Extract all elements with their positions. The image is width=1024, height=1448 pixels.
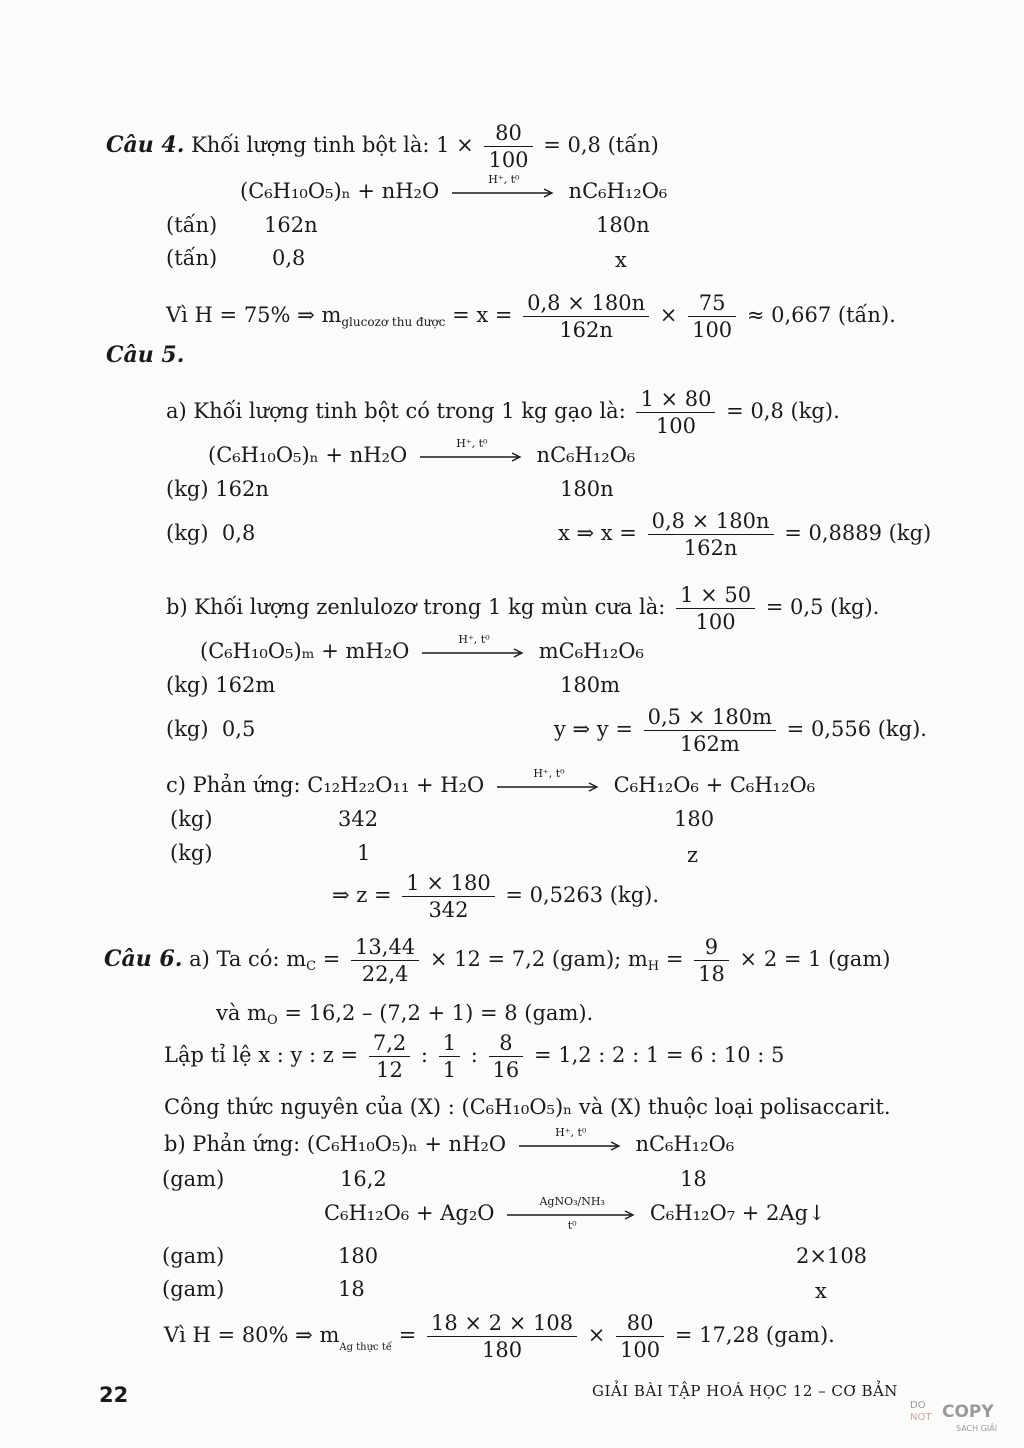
q6a-ratio-fraction-1: $\frac{7,2}{12}$	[369, 1030, 410, 1083]
q5c-fraction: $\frac{1 \times 180}{342}$	[402, 870, 494, 923]
q4-yield-line: Vì H = 75% ⇒ mglucozơ thu được = x = $\frac{0,8 \times 180n}{162n}$ × $\frac{75}{100}$ ≈ 0,667 (tấn).	[166, 291, 896, 342]
book-title: GIẢI BÀI TẬP HOÁ HỌC 12 – CƠ BẢN	[592, 1382, 898, 1400]
q5c-z-line: ⇒ z = $\frac{1 \times 180}{342}$ = 0,5263 (kg).	[332, 871, 660, 922]
q6b-yield-result: = 17,28 (gam).	[674, 1323, 835, 1347]
reaction-arrow: H⁺, t⁰	[420, 444, 524, 470]
q6b-equation: b) Phản ứng: (C₆H₁₀O₅)ₙ + nH₂O H⁺, t⁰ nC₆H₁₂O₆	[164, 1131, 734, 1159]
q4-line-1	[106, 120, 659, 173]
do-not-copy-watermark: DO NOT COPY SÁCH GIẢI	[910, 1400, 998, 1433]
q5c-r1-left: 342	[338, 807, 379, 831]
q4-eq-right: nC₆H₁₂O₆	[568, 179, 668, 203]
q5a-equation: (C₆H₁₀O₅)ₙ + nH₂O H⁺, t⁰ nC₆H₁₂O₆	[208, 442, 635, 470]
q4-r1-right: 180n	[596, 213, 650, 237]
q4-r2-right: x	[615, 248, 627, 272]
q5a-r1-right: 180n	[560, 477, 614, 501]
q6b-ag-r2-left: 18	[338, 1277, 365, 1301]
q6b-silver-equation: C₆H₁₂O₆ + Ag₂O AgNO₃/NH₃ t⁰ C₆H₁₂O₇ + 2Ag↓	[324, 1194, 826, 1232]
page-number: 22	[99, 1383, 129, 1407]
q5c-equation: c) Phản ứng: C₁₂H₂₂O₁₁ + H₂O H⁺, t⁰ C₆H₁₂O₆ + C₆H₁₂O₆	[166, 772, 815, 800]
q4-unit-1: (tấn)	[166, 213, 218, 237]
q6a-mo-line: và $m_O = 16,2 - (7,2 + 1) = 8$ (gam).	[216, 1001, 594, 1028]
question-6-label: Câu 6.	[104, 946, 183, 972]
question-5-label: Câu 5.	[106, 342, 185, 368]
q5c-r1-right: 180	[674, 807, 715, 831]
q6b-ag-r2-right: x	[815, 1279, 827, 1303]
q4-result-1: = 0,8 (tấn)	[543, 133, 659, 157]
q6a-fraction-1: $\frac{13,44}{22,4}$	[351, 934, 419, 987]
q4-equation	[240, 172, 668, 206]
q5b-r2-right: y ⇒ y = $\frac{0,5 \times 180m}{162m}$ = 0,556 (kg).	[554, 705, 927, 756]
q6b-r1-left: 16,2	[340, 1167, 387, 1191]
q5b-line: b) Khối lượng zenlulozơ trong 1 kg mùn cưa là: $\frac{1 \times 50}{100}$ = 0,5 (kg).	[166, 583, 880, 634]
q5b-equation: (C₆H₁₀O₅)ₘ + mH₂O H⁺, t⁰ mC₆H₁₂O₆	[200, 638, 644, 666]
q6b-unit-3: (gam)	[162, 1277, 225, 1301]
q5b-r1: (kg) 162m	[166, 673, 276, 697]
q6b-unit-2: (gam)	[162, 1244, 225, 1268]
q5a-r2-right: x ⇒ x = $\frac{0,8 \times 180n}{162n}$ = 0,8889 (kg)	[558, 509, 932, 560]
q6b-r1-right: 18	[680, 1167, 707, 1191]
q4-fraction-3: $\frac{75}{100}$	[688, 290, 736, 343]
q6b-yield-line: Vì H = 80% ⇒ $m_{Ag thực tế}$ = $\frac{18 \times 2 \times 108}{180}$ × $\frac{80}{100}$ = 17,28 (gam).	[164, 1311, 835, 1362]
q5b-r2: (kg) 0,5	[166, 717, 256, 741]
q5a-r2: (kg) 0,8	[166, 521, 256, 545]
q6a-ratio-fraction-2: $\frac{1}{1}$	[439, 1030, 460, 1083]
q6b-ag-r1-right: 2×108	[796, 1244, 868, 1268]
question-4-label: Câu 4.	[106, 132, 185, 158]
q5a-line: a) Khối lượng tinh bột có trong 1 kg gạo là: $\frac{1 \times 80}{100}$ = 0,8 (kg).	[166, 387, 840, 438]
q6a-formula: Công thức nguyên của (X) : (C₆H₁₀O₅)ₙ và (X) thuộc loại polisaccarit.	[164, 1095, 891, 1119]
reaction-arrow: H⁺, t⁰	[452, 180, 556, 206]
q5c-unit-2: (kg)	[170, 841, 213, 865]
q4-fraction-2: $\frac{0,8 \times 180n}{162n}$	[523, 290, 649, 343]
q6b-ag-r1-left: 180	[338, 1244, 379, 1268]
q6a-ratio-fraction-3: $\frac{8}{16}$	[489, 1030, 524, 1083]
q4-eq-left: (C₆H₁₀O₅)ₙ + nH₂O	[240, 179, 440, 203]
reaction-arrow: AgNO₃/NH₃ t⁰	[507, 1202, 637, 1228]
q4-unit-2: (tấn)	[166, 246, 218, 270]
q4-intro: Khối lượng tinh bột là: 1 ×	[191, 133, 474, 157]
q5c-r2-left: 1	[357, 841, 371, 865]
q6b-fraction-1: $\frac{18 \times 2 \times 108}{180}$	[427, 1310, 577, 1363]
q5b-fraction-2: $\frac{0,5 \times 180m}{162m}$	[644, 704, 776, 757]
q4-r1-left: 162n	[264, 213, 318, 237]
q5c-r2-right: z	[687, 843, 699, 867]
q5a-fraction-2: $\frac{0,8 \times 180n}{162n}$	[648, 508, 774, 561]
reaction-arrow: H⁺, t⁰	[519, 1133, 623, 1159]
q6b-fraction-2: $\frac{80}{100}$	[616, 1310, 664, 1363]
q4-yield-result: ≈ 0,667 (tấn).	[746, 303, 896, 327]
q5b-fraction: $\frac{1 \times 50}{100}$	[676, 582, 755, 635]
q6b-unit-1: (gam)	[162, 1167, 225, 1191]
q5c-unit-1: (kg)	[170, 807, 213, 831]
q5a-r1: (kg) 162n	[166, 477, 269, 501]
reaction-arrow: H⁺, t⁰	[422, 640, 526, 666]
reaction-arrow: H⁺, t⁰	[497, 774, 601, 800]
q6a-ratio-line: Lập tỉ lệ x : y : z = $\frac{7,2}{12}$ : $\frac{1}{1}$ : $\frac{8}{16}$ = 1,2 : 2 : 1 = 6 : 10 : 5	[164, 1031, 785, 1082]
q5b-r1-right: 180m	[560, 673, 620, 697]
q5a-fraction: $\frac{1 \times 80}{100}$	[636, 386, 715, 439]
q6a-line: Câu 6. a) Ta có: $m_C$ = $\frac{13,44}{22,4}$ × 12 = 7,2 (gam); $m_H$ = $\frac{9}{18}$ × 2 = 1 (gam)	[104, 935, 891, 986]
q6a-fraction-2: $\frac{9}{18}$	[694, 934, 729, 987]
q4-r2-left: 0,8	[272, 246, 306, 270]
q4-fraction-1: $\frac{80}{100}$	[484, 120, 532, 173]
